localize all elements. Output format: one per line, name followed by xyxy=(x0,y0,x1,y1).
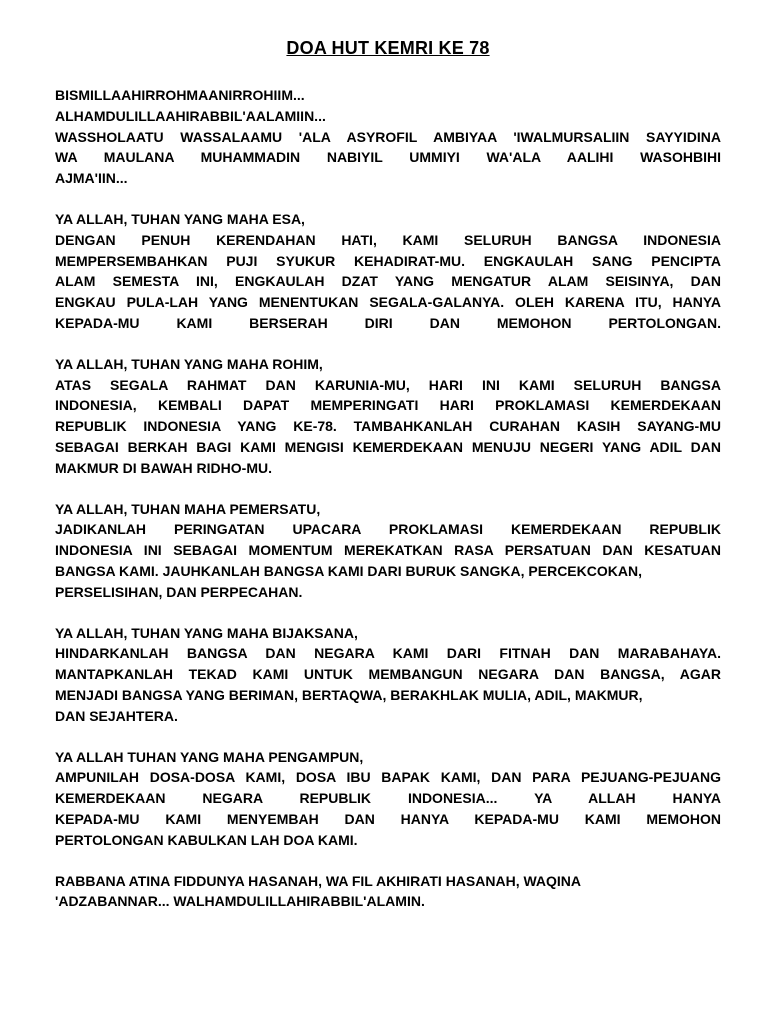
text-line: INDONESIA, KEMBALI DAPAT MEMPERINGATI HARI PROKLAMASI KEMERDEKAAN xyxy=(55,397,721,414)
text-line: HINDARKANLAH BANGSA DAN NEGARA KAMI DARI FITNAH DAN MARABAHAYA. xyxy=(55,645,721,662)
text-line: MAKMUR DI BAWAH RIDHO-MU. xyxy=(55,459,272,476)
text-line: KEPADA-MU KAMI BERSERAH DIRI DAN MEMOHON PERTOLONGAN. xyxy=(55,314,721,331)
text-line: DENGAN PENUH KERENDAHAN HATI, KAMI SELURUH BANGSA INDONESIA xyxy=(55,231,721,248)
text-line: ATAS SEGALA RAHMAT DAN KARUNIA-MU, HARI INI KAMI SELURUH BANGSA xyxy=(55,376,721,393)
paragraph xyxy=(55,499,721,603)
text-line: RABBANA ATINA FIDDUNYA HASANAH, WA FIL AKHIRATI HASANAH, WAQINA xyxy=(55,872,582,889)
text-line: ENGKAU PULA-LAH YANG MENENTUKAN SEGALA-GALANYA. OLEH KARENA ITU, HANYA xyxy=(55,294,721,311)
document-body xyxy=(55,85,721,912)
paragraph xyxy=(55,354,721,479)
text-line: SEBAGAI BERKAH BAGI KAMI MENGISI KEMERDEKAAN MENUJU NEGERI YANG ADIL DAN xyxy=(55,438,721,455)
text-line: BISMILLAAHIRROHMAANIRROHIIM... xyxy=(55,87,305,103)
text-line: WA MAULANA MUHAMMADIN NABIYIL UMMIYI WA'ALA AALIHI WASOHBIHI xyxy=(55,149,721,166)
text-line: ALAM SEMESTA INI, ENGKAULAH DZAT YANG MENGATUR ALAM SEISINYA, DAN xyxy=(55,273,721,290)
text-line: WASSHOLAATU WASSALAAMU 'ALA ASYROFIL AMBIYAA 'IWALMURSALIIN SAYYIDINA xyxy=(55,128,721,145)
paragraph xyxy=(55,623,721,727)
text-line: MANTAPKANLAH TEKAD KAMI UNTUK MEMBANGUN NEGARA DAN BANGSA, AGAR xyxy=(55,666,721,683)
document-title: DOA HUT KEMRI KE 78 xyxy=(286,38,490,58)
text-line: AJMA'IIN... xyxy=(55,170,128,187)
text-line: MENJADI BANGSA YANG BERIMAN, BERTAQWA, BERAKHLAK MULIA, ADIL, MAKMUR, xyxy=(55,686,643,703)
text-line: KEPADA-MU KAMI MENYEMBAH DAN HANYA KEPADA-MU KAMI MEMOHON xyxy=(55,810,721,827)
paragraph xyxy=(55,85,721,189)
document-page xyxy=(55,38,721,932)
text-line: REPUBLIK INDONESIA YANG KE-78. TAMBAHKANLAH CURAHAN KASIH SAYANG-MU xyxy=(55,418,721,435)
text-line: YA ALLAH, TUHAN YANG MAHA ESA, xyxy=(55,210,305,227)
text-line: YA ALLAH TUHAN YANG MAHA PENGAMPUN, xyxy=(55,748,364,765)
paragraph xyxy=(55,209,721,334)
text-line: JADIKANLAH PERINGATAN UPACARA PROKLAMASI KEMERDEKAAN REPUBLIK xyxy=(55,521,721,538)
paragraph xyxy=(55,747,721,851)
text-line: 'ADZABANNAR... WALHAMDULILLAHIRABBIL'ALAMIN. xyxy=(55,893,425,910)
text-line: PERTOLONGAN KABULKAN LAH DOA KAMI. xyxy=(55,831,358,848)
text-line: PERSELISIHAN, DAN PERPECAHAN. xyxy=(55,583,303,600)
text-line: DAN SEJAHTERA. xyxy=(55,707,178,724)
text-line: INDONESIA INI SEBAGAI MOMENTUM MEREKATKAN RASA PERSATUAN DAN KESATUAN xyxy=(55,542,721,559)
text-line: YA ALLAH, TUHAN YANG MAHA BIJAKSANA, xyxy=(55,624,358,641)
text-line: BANGSA KAMI. JAUHKANLAH BANGSA KAMI DARI BURUK SANGKA, PERCEKCOKAN, xyxy=(55,562,642,579)
text-line: AMPUNILAH DOSA-DOSA KAMI, DOSA IBU BAPAK KAMI, DAN PARA PEJUANG-PEJUANG xyxy=(55,769,721,786)
paragraph xyxy=(55,871,721,913)
text-line: YA ALLAH, TUHAN MAHA PEMERSATU, xyxy=(55,500,321,517)
text-line: YA ALLAH, TUHAN YANG MAHA ROHIM, xyxy=(55,355,323,372)
text-line: ALHAMDULILLAAHIRABBIL'AALAMIIN... xyxy=(55,107,326,124)
text-line: MEMPERSEMBAHKAN PUJI SYUKUR KEHADIRAT-MU. ENGKAULAH SANG PENCIPTA xyxy=(55,252,721,269)
text-line: KEMERDEKAAN NEGARA REPUBLIK INDONESIA... YA ALLAH HANYA xyxy=(55,790,721,807)
